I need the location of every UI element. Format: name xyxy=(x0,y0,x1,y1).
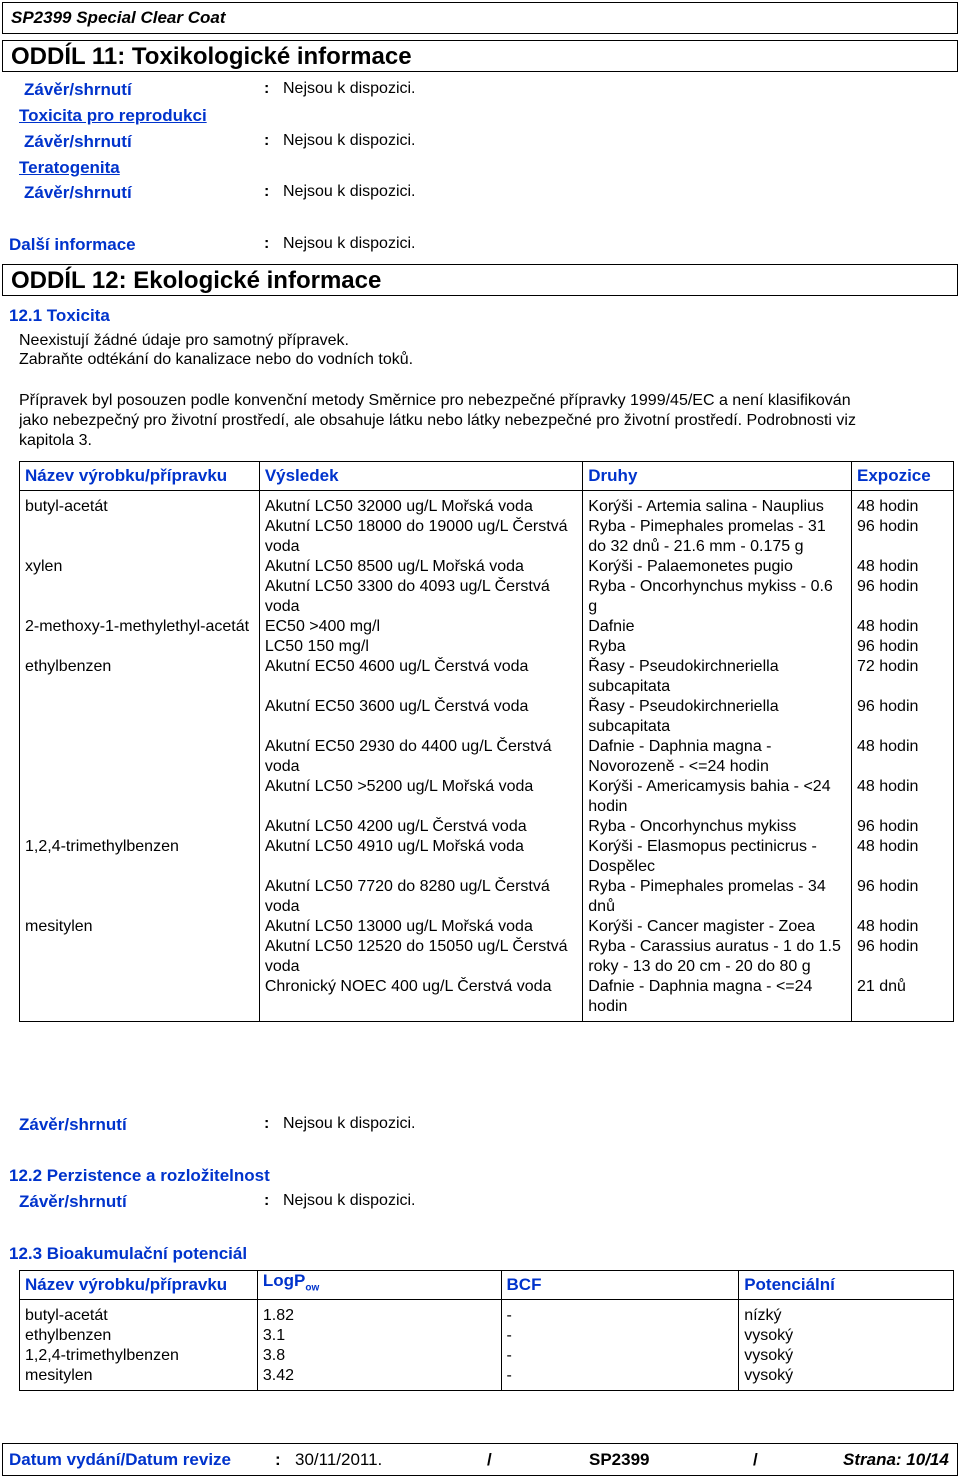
table-cell: mesitylen xyxy=(20,917,260,937)
table-cell: 96 hodin xyxy=(852,637,954,657)
table-cell: Chronický NOEC 400 ug/L Čerstvá voda xyxy=(259,977,582,1022)
subsection-12-3: 12.3 Bioakumulační potenciál xyxy=(9,1244,248,1263)
footer-product-code: SP2399 xyxy=(589,1450,650,1469)
table-cell: 3.8 xyxy=(257,1346,501,1366)
table-cell: vysoký xyxy=(739,1346,954,1366)
colon: : xyxy=(264,183,270,200)
table-row xyxy=(20,637,954,657)
table-cell: LC50 150 mg/l xyxy=(259,637,582,657)
section-11-title: ODDÍL 11: Toxikologické informace xyxy=(11,43,412,70)
other-info-value: Nejsou k dispozici. xyxy=(283,235,416,252)
summary-value: Nejsou k dispozici. xyxy=(283,183,416,200)
no-data-note: Neexistují žádné údaje pro samotný přípravek. xyxy=(19,332,349,349)
document-header xyxy=(2,2,958,34)
classification-paragraph-line-3: kapitola 3. xyxy=(19,432,92,449)
table-row xyxy=(20,557,954,577)
table-cell: 21 dnů xyxy=(852,977,954,1022)
colon: : xyxy=(264,80,270,97)
table-cell xyxy=(20,737,260,777)
table-cell: Korýši - Americamysis bahia - <24 hodin xyxy=(583,777,852,817)
column-header: Název výrobku/přípravku xyxy=(20,462,260,491)
table-cell xyxy=(20,777,260,817)
footer-page-number: Strana: 10/14 xyxy=(843,1450,949,1469)
document-title: SP2399 Special Clear Coat xyxy=(11,8,226,27)
table-cell: 96 hodin xyxy=(852,697,954,737)
table-cell: 72 hodin xyxy=(852,657,954,697)
table-cell xyxy=(20,517,260,557)
table-row xyxy=(20,817,954,837)
table-cell: EC50 >400 mg/l xyxy=(259,617,582,637)
drain-warning: Zabraňte odtékání do kanalizace nebo do vodních toků. xyxy=(19,351,414,368)
table-cell: Akutní LC50 13000 ug/L Mořská voda xyxy=(259,917,582,937)
table-cell: Ryba - Carassius auratus - 1 do 1.5 roky - 13 do 20 cm - 20 do 80 g xyxy=(583,937,852,977)
summary-value: Nejsou k dispozici. xyxy=(283,1192,416,1209)
summary-label: Závěr/shrnutí xyxy=(24,80,132,99)
table-row xyxy=(20,917,954,937)
table-cell: Korýši - Palaemonetes pugio xyxy=(583,557,852,577)
section-11-header xyxy=(2,40,958,72)
table-cell: Dafnie xyxy=(583,617,852,637)
table-cell: Ryba - Pimephales promelas - 34 dnů xyxy=(583,877,852,917)
table-cell: Akutní LC50 7720 do 8280 ug/L Čerstvá voda xyxy=(259,877,582,917)
summary-value: Nejsou k dispozici. xyxy=(283,1115,416,1132)
table-row xyxy=(20,657,954,697)
table-cell: Akutní LC50 32000 ug/L Mořská voda xyxy=(259,491,582,518)
table-row xyxy=(20,517,954,557)
table-cell: 1.82 xyxy=(257,1300,501,1327)
column-header: Expozice xyxy=(852,462,954,491)
footer-separator: / xyxy=(753,1450,758,1469)
table-cell: 1,2,4-trimethylbenzen xyxy=(20,1346,258,1366)
footer-date: 30/11/2011. xyxy=(295,1450,383,1469)
summary-label: Závěr/shrnutí xyxy=(19,1192,127,1211)
table-cell: xylen xyxy=(20,557,260,577)
table-header-row xyxy=(20,462,954,491)
colon: : xyxy=(264,1115,270,1132)
summary-label: Závěr/shrnutí xyxy=(24,132,132,151)
table-row xyxy=(20,1326,954,1346)
table-cell: Akutní EC50 2930 do 4400 ug/L Čerstvá voda xyxy=(259,737,582,777)
table-header-row xyxy=(20,1271,954,1300)
summary-value: Nejsou k dispozici. xyxy=(283,80,416,97)
colon: : xyxy=(264,132,270,149)
table-cell: Dafnie - Daphnia magna - <=24 hodin xyxy=(583,977,852,1022)
table-cell: 96 hodin xyxy=(852,877,954,917)
table-cell xyxy=(20,697,260,737)
table-cell: 96 hodin xyxy=(852,937,954,977)
table-cell: 48 hodin xyxy=(852,557,954,577)
table-cell xyxy=(20,577,260,617)
table-cell xyxy=(20,637,260,657)
table-row xyxy=(20,1300,954,1327)
table-cell: 96 hodin xyxy=(852,817,954,837)
teratogenicity-heading: Teratogenita xyxy=(19,158,120,177)
table-cell: - xyxy=(501,1300,739,1327)
reproductive-toxicity-heading: Toxicita pro reprodukci xyxy=(19,106,207,125)
table-cell xyxy=(20,937,260,977)
table-cell xyxy=(20,877,260,917)
table-cell: vysoký xyxy=(739,1366,954,1391)
table-cell: 48 hodin xyxy=(852,837,954,877)
table-cell: ethylbenzen xyxy=(20,657,260,697)
table-cell: 3.1 xyxy=(257,1326,501,1346)
table-cell: Akutní LC50 3300 do 4093 ug/L Čerstvá voda xyxy=(259,577,582,617)
table-cell: Akutní LC50 12520 do 15050 ug/L Čerstvá voda xyxy=(259,937,582,977)
table-row xyxy=(20,1366,954,1391)
table-row xyxy=(20,617,954,637)
table-cell: Akutní LC50 18000 do 19000 ug/L Čerstvá voda xyxy=(259,517,582,557)
section-12-header xyxy=(2,264,958,296)
table-cell: butyl-acetát xyxy=(20,1300,258,1327)
section-12-title: ODDÍL 12: Ekologické informace xyxy=(11,267,382,294)
table-cell: Akutní EC50 4600 ug/L Čerstvá voda xyxy=(259,657,582,697)
table-cell: Akutní EC50 3600 ug/L Čerstvá voda xyxy=(259,697,582,737)
table-cell: 48 hodin xyxy=(852,777,954,817)
document-footer xyxy=(2,1443,958,1476)
table-cell xyxy=(20,977,260,1022)
summary-label: Závěr/shrnutí xyxy=(24,183,132,202)
table-cell: Akutní LC50 >5200 ug/L Mořská voda xyxy=(259,777,582,817)
table-row xyxy=(20,737,954,777)
table-cell: 48 hodin xyxy=(852,491,954,518)
table-cell: 96 hodin xyxy=(852,577,954,617)
table-cell: mesitylen xyxy=(20,1366,258,1391)
table-cell: Ryba - Oncorhynchus mykiss xyxy=(583,817,852,837)
column-header: LogP$_{ow}$ xyxy=(257,1271,501,1300)
table-cell: Akutní LC50 4200 ug/L Čerstvá voda xyxy=(259,817,582,837)
table-row xyxy=(20,937,954,977)
table-cell: butyl-acetát xyxy=(20,491,260,518)
column-header: Potenciální xyxy=(739,1271,954,1300)
table-cell: Dafnie - Daphnia magna - Novorozeně - <=24 hodin xyxy=(583,737,852,777)
classification-paragraph-line-2: jako nebezpečný pro životní prostředí, ale obsahuje látku nebo látky nebezpečné pro životní prostředí. Podrobnosti viz xyxy=(19,412,856,429)
table-cell: Ryba - Pimephales promelas - 31 do 32 dnů - 21.6 mm - 0.175 g xyxy=(583,517,852,557)
table-row xyxy=(20,697,954,737)
table-cell: nízký xyxy=(739,1300,954,1327)
table-cell: Korýši - Artemia salina - Nauplius xyxy=(583,491,852,518)
table-cell: Ryba xyxy=(583,637,852,657)
subsection-12-2: 12.2 Perzistence a rozložitelnost xyxy=(9,1166,270,1185)
table-cell: - xyxy=(501,1346,739,1366)
table-cell: vysoký xyxy=(739,1326,954,1346)
table-cell: Korýši - Elasmopus pectinicrus - Dospělec xyxy=(583,837,852,877)
table-row xyxy=(20,977,954,1022)
footer-date-label: Datum vydání/Datum revize xyxy=(9,1450,232,1469)
column-header: BCF xyxy=(501,1271,739,1300)
summary-value: Nejsou k dispozici. xyxy=(283,132,416,149)
summary-label: Závěr/shrnutí xyxy=(19,1115,127,1134)
table-cell: Akutní LC50 4910 ug/L Mořská voda xyxy=(259,837,582,877)
table-cell: 3.42 xyxy=(257,1366,501,1391)
toxicity-table xyxy=(19,461,954,1022)
table-cell: 48 hodin xyxy=(852,917,954,937)
table-cell: Akutní LC50 8500 ug/L Mořská voda xyxy=(259,557,582,577)
table-cell xyxy=(20,817,260,837)
table-cell: 1,2,4-trimethylbenzen xyxy=(20,837,260,877)
table-cell: - xyxy=(501,1366,739,1391)
table-row xyxy=(20,577,954,617)
bioaccumulation-table xyxy=(19,1270,954,1391)
other-info-label: Další informace xyxy=(9,235,136,254)
table-cell: ethylbenzen xyxy=(20,1326,258,1346)
table-row xyxy=(20,837,954,877)
subsection-12-1: 12.1 Toxicita xyxy=(9,306,110,325)
table-row xyxy=(20,1346,954,1366)
table-row xyxy=(20,777,954,817)
classification-paragraph-line-1: Přípravek byl posouzen podle konvenční metody Směrnice pro nebezpečné přípravky 1999/45/EC a není klasifikován xyxy=(19,392,851,409)
colon: : xyxy=(264,235,270,252)
table-cell: Ryba - Oncorhynchus mykiss - 0.6 g xyxy=(583,577,852,617)
table-cell: Řasy - Pseudokirchneriella subcapitata xyxy=(583,657,852,697)
table-cell: - xyxy=(501,1326,739,1346)
column-header: Výsledek xyxy=(259,462,582,491)
table-row xyxy=(20,491,954,518)
column-header: Druhy xyxy=(583,462,852,491)
table-cell: 48 hodin xyxy=(852,737,954,777)
colon: : xyxy=(275,1450,281,1469)
column-header: Název výrobku/přípravku xyxy=(20,1271,258,1300)
colon: : xyxy=(264,1192,270,1209)
table-row xyxy=(20,877,954,917)
table-cell: Řasy - Pseudokirchneriella subcapitata xyxy=(583,697,852,737)
table-cell: 48 hodin xyxy=(852,617,954,637)
table-cell: 2-methoxy-1-methylethyl-acetát xyxy=(20,617,260,637)
table-cell: Korýši - Cancer magister - Zoea xyxy=(583,917,852,937)
footer-separator: / xyxy=(487,1450,492,1469)
table-cell: 96 hodin xyxy=(852,517,954,557)
